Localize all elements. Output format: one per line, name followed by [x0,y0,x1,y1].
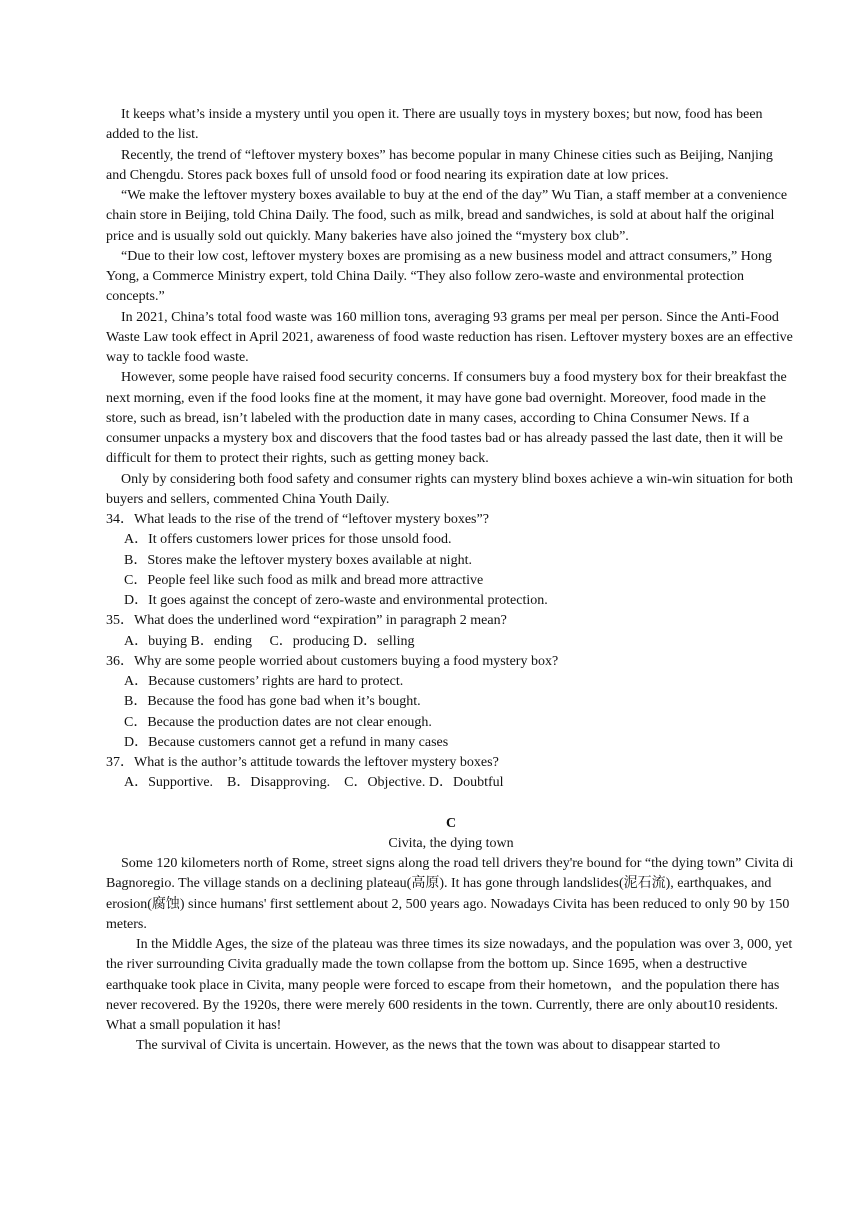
question-option: C．People feel like such food as milk and bread more attractive [124,572,484,588]
question-option: C．Because the production dates are not clear enough. [124,714,432,730]
passage-b-paragraph-6: However, some people have raised food security concerns. If consumers buy a food mystery box for their breakfast the next morning, even if the food looks fine at the moment, it may have gone bad overnight. Moreover, food made in the store, such as bread, isn’t labeled with the production date in many cases, according to China Consumer News. If a consumer unpacks a mystery box and discovers that the food tastes bad or has already passed the last date, then it will be difficult for them to protect their rights, such as getting money back. [106,370,787,467]
passage-b-paragraph-5: In 2021, China’s total food waste was 160 million tons, averaging 93 grams per meal per person. Since the Anti-Food Waste Law took effect in April 2021, awareness of food waste reduction has risen. Leftover mystery boxes are an effective way to tackle food waste. [106,309,793,365]
passage-c-paragraph-1: Some 120 kilometers north of Rome, street signs along the road tell drivers they're bound for “the dying town” Civita di Bagnoregio. The village stands on a declining plateau(高原). It has gone through landslides(泥石流), earthquakes, and erosion(腐蚀) since humans' first settlement about 2, 500 years ago. Nowadays Civita has been reduced to only 90 by 150 meters. [106,856,794,932]
question-option: A．It offers customers lower prices for those unsold food. [124,532,452,548]
question-34 [106,510,796,611]
document-content [106,105,796,1057]
question-option: A．buying B．ending C．producing D．selling [124,633,415,649]
passage-c [106,814,796,1057]
section-letter: C [445,815,457,831]
question-35 [106,611,796,652]
passage-b-paragraph-1: It keeps what’s inside a mystery until you open it. There are usually toys in mystery boxes; but now, food has been added to the list. [106,107,763,143]
passage-c-paragraph-3: The survival of Civita is uncertain. However, as the news that the town was about to disappear started to [136,1038,721,1054]
question-stem: 34．What leads to the rise of the trend of “leftover mystery boxes”? [106,512,489,527]
question-option: A．Because customers’ rights are hard to protect. [124,674,404,689]
question-36 [106,652,796,753]
question-37 [106,753,796,794]
question-option: D．Because customers cannot get a refund in many cases [124,734,449,750]
passage-c-paragraph-2: In the Middle Ages, the size of the plateau was three times its size nowadays, and the population was over 3, 000, yet the river surrounding Civita gradually made the town collapse from the bottom up. Since 1695, when a destructive earthquake took place in Civita, many people were forced to escape from their hometown，and the population there has never recovered. By the 1920s, there were merely 600 residents in the town. Currently, there are only about10 residents. What a small population it has! [106,937,793,1033]
passage-title: Civita, the dying town [388,835,514,851]
passage-b-paragraph-2: Recently, the trend of “leftover mystery boxes” has become popular in many Chinese cities such as Beijing, Nanjing and Chengdu. Stores pack boxes full of unsold food or food nearing its expiration date at low prices. [106,147,773,183]
question-option: B．Stores make the leftover mystery boxes available at night. [124,552,472,568]
question-stem: 35．What does the underlined word “expiration” in paragraph 2 mean? [106,613,507,629]
section-spacer [106,794,796,814]
passage-b-paragraph-4: “Due to their low cost, leftover mystery boxes are promising as a new business model and attract consumers,” Hong Yong, a Commerce Ministry expert, told China Daily. “They also follow zero-waste and environmental protection concepts.” [106,248,772,305]
question-option: D．It goes against the concept of zero-waste and environmental protection. [124,593,548,608]
question-option: A．Supportive. B．Disapproving. C．Objective. D．Doubtful [124,775,504,791]
passage-b-paragraph-7: Only by considering both food safety and consumer rights can mystery blind boxes achieve a win-win situation for both buyers and sellers, commented China Youth Daily. [106,471,793,507]
passage-b-paragraph-3: “We make the leftover mystery boxes available to buy at the end of the day” Wu Tian, a staff member at a convenience chain store in Beijing, told China Daily. The food, such as milk, bread and sandwiches, is sold at about half the original price and is usually sold out quickly. Many bakeries have also joined the “mystery box club”. [106,188,788,244]
question-stem: 36．Why are some people worried about customers buying a food mystery box? [106,653,559,669]
question-option: B．Because the food has gone bad when it’s bought. [124,694,421,710]
question-stem: 37．What is the author’s attitude towards the leftover mystery boxes? [106,755,499,770]
passage-b [106,105,796,510]
